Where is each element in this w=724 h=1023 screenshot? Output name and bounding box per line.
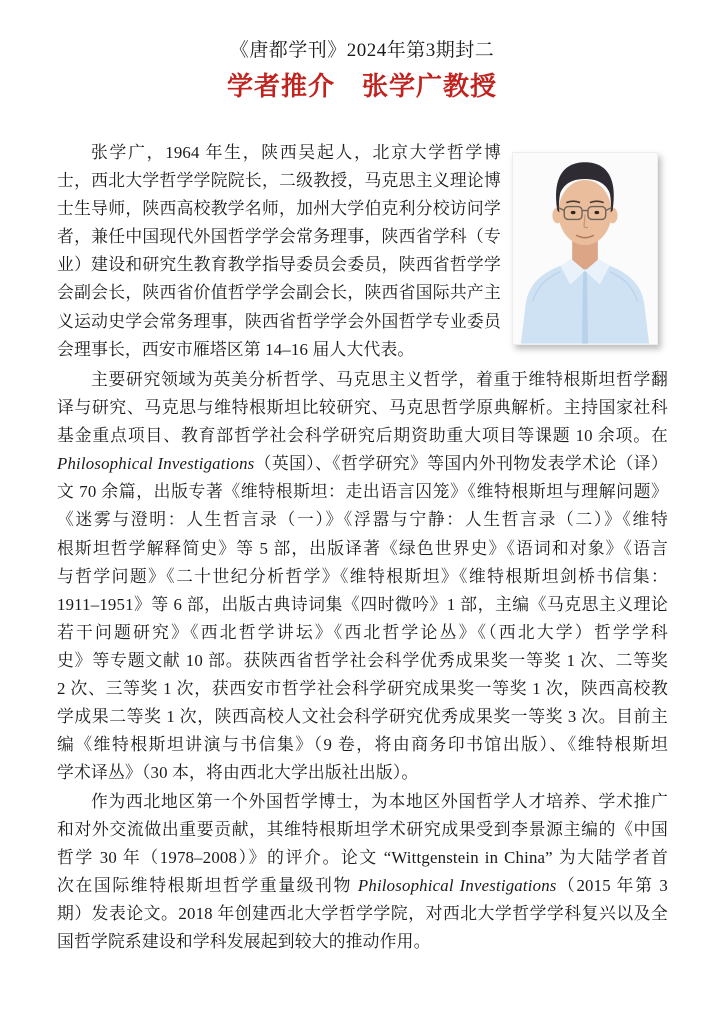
research-paragraph [57, 366, 668, 787]
portrait-photo-graphic [513, 153, 657, 344]
text-line [57, 279, 501, 307]
text-line [57, 223, 501, 251]
text-segment: 者，兼任中国现代外国哲学学会常务理事，陕西省学科（专 [57, 227, 501, 247]
text-line [57, 478, 668, 506]
text-segment: 和对外交流做出重要贡献，其维特根斯坦学术研究成果受到李景源主编的《中国 [57, 820, 668, 840]
text-line [57, 139, 501, 167]
text-line [57, 675, 668, 703]
text-line [57, 759, 668, 787]
text-segment: 若干问题研究》《西北哲学讲坛》《西北哲学论丛》《（西北大学）哲学学科 [57, 622, 668, 642]
journal-issue-line: 《唐都学刊》2024年第3期封二 [229, 40, 495, 61]
text-line [57, 308, 501, 336]
text-segment: 业）建设和研究生教育教学指导委员会委员，陕西省哲学学 [57, 255, 501, 275]
text-line [57, 844, 668, 872]
text-line [57, 703, 668, 731]
text-segment: 基金重点项目、教育部哲学社会科学研究后期资助重大项目等课题 10 余项。在 [57, 426, 668, 446]
text-line [57, 167, 501, 195]
text-segment: （2015 年第 3 [556, 876, 668, 896]
text-line [57, 816, 668, 844]
text-line [57, 535, 668, 563]
text-line [57, 366, 668, 394]
journal-name-italic: Philosophical Investigations [357, 876, 557, 896]
text-segment: 根斯坦哲学解释简史》等 5 部，出版译著《绿色世界史》《语词和对象》《语言 [57, 538, 668, 558]
text-line [57, 195, 501, 223]
text-segment: 国哲学院系建设和学科发展起到较大的推动作用。 [57, 932, 431, 952]
face-shape [558, 180, 611, 245]
text-segment: 2 次、三等奖 1 次，获西安市哲学社会科学研究成果奖一等奖 1 次，陕西高校教 [57, 679, 668, 699]
text-segment: 义运动史学会常务理事，陕西省哲学学会外国哲学专业委员 [57, 311, 501, 331]
text-segment: 《迷雾与澄明：人生哲言录（一）》《浮嚣与宁静：人生哲言录（二）》《维特 [57, 510, 668, 530]
text-line [57, 928, 668, 956]
page-title: 学者推介 张学广教授 [226, 72, 497, 101]
text-line [57, 450, 668, 478]
professor-photo [512, 152, 658, 345]
text-segment: 哲学 30 年（1978–2008）》的评介。论文 “Wittgenstein in China” 为大陆学者首 [57, 848, 668, 868]
text-segment: 张学广，1964 年生，陕西吴起人，北京大学哲学博 [91, 143, 501, 162]
text-line [57, 336, 501, 364]
text-segment: 次在国际维特根斯坦哲学重量级刊物 [57, 876, 358, 896]
text-line [57, 900, 668, 928]
text-line [57, 619, 668, 647]
text-line [57, 731, 668, 759]
text-segment: 学成果二等奖 1 次，陕西高校人文社会科学研究优秀成果奖一等奖 3 次。目前主 [57, 707, 668, 727]
text-segment: 作为西北地区第一个外国哲学博士，为本地区外国哲学人才培养、学术推广 [91, 792, 668, 811]
text-line [57, 872, 668, 900]
text-line [57, 563, 668, 591]
contribution-paragraph [57, 788, 668, 957]
text-segment: 会理事长，西安市雁塔区第 14–16 届人大代表。 [57, 339, 415, 359]
text-segment: 士，西北大学哲学学院院长，二级教授，马克思主义理论博 [57, 171, 501, 191]
text-line [57, 394, 668, 422]
text-segment: 编《维特根斯坦讲演与书信集》（9 卷，将由商务印书馆出版）、《维特根斯坦 [57, 735, 668, 755]
text-segment: 主要研究领域为英美分析哲学、马克思主义哲学，着重于维特根斯坦哲学翻 [91, 370, 668, 389]
text-segment: 译与研究、马克思与维特根斯坦比较研究、马克思哲学原典解析。主持国家社科 [57, 398, 668, 418]
text-segment: （英国）、《哲学研究》等国内外刊物发表学术论（译） [254, 454, 668, 474]
text-line [57, 788, 668, 816]
journal-name-italic: Philosophical Investigations [57, 454, 255, 474]
text-segment: 学术译丛》（30 本，将由西北大学出版社出版）。 [57, 763, 419, 783]
text-segment: 士生导师，陕西高校教学名师，加州大学伯克利分校访问学 [57, 199, 501, 219]
text-segment: 1911–1951》等 6 部，出版古典诗词集《四时微吟》1 部，主编《马克思主义理论 [57, 594, 668, 614]
text-line [57, 251, 501, 279]
text-line [57, 506, 668, 534]
text-segment: 会副会长，陕西省价值哲学学会副会长，陕西省国际共产主 [57, 283, 501, 303]
bio-paragraph [57, 139, 501, 364]
text-segment: 期）发表论文。2018 年创建西北大学哲学学院，对西北大学哲学学科复兴以及全 [57, 904, 668, 924]
text-line [57, 422, 668, 450]
text-line [57, 591, 668, 619]
text-segment: 文 70 余篇，出版专著《维特根斯坦：走出语言囚笼》《维特根斯坦与理解问题》 [57, 482, 668, 502]
text-segment: 与哲学问题》《二十世纪分析哲学》《维特根斯坦》《维特根斯坦剑桥书信集： [57, 566, 668, 586]
text-line [57, 647, 668, 675]
text-segment: 史》等专题文献 10 部。获陕西省哲学社会科学优秀成果奖一等奖 1 次、二等奖 [57, 650, 668, 670]
